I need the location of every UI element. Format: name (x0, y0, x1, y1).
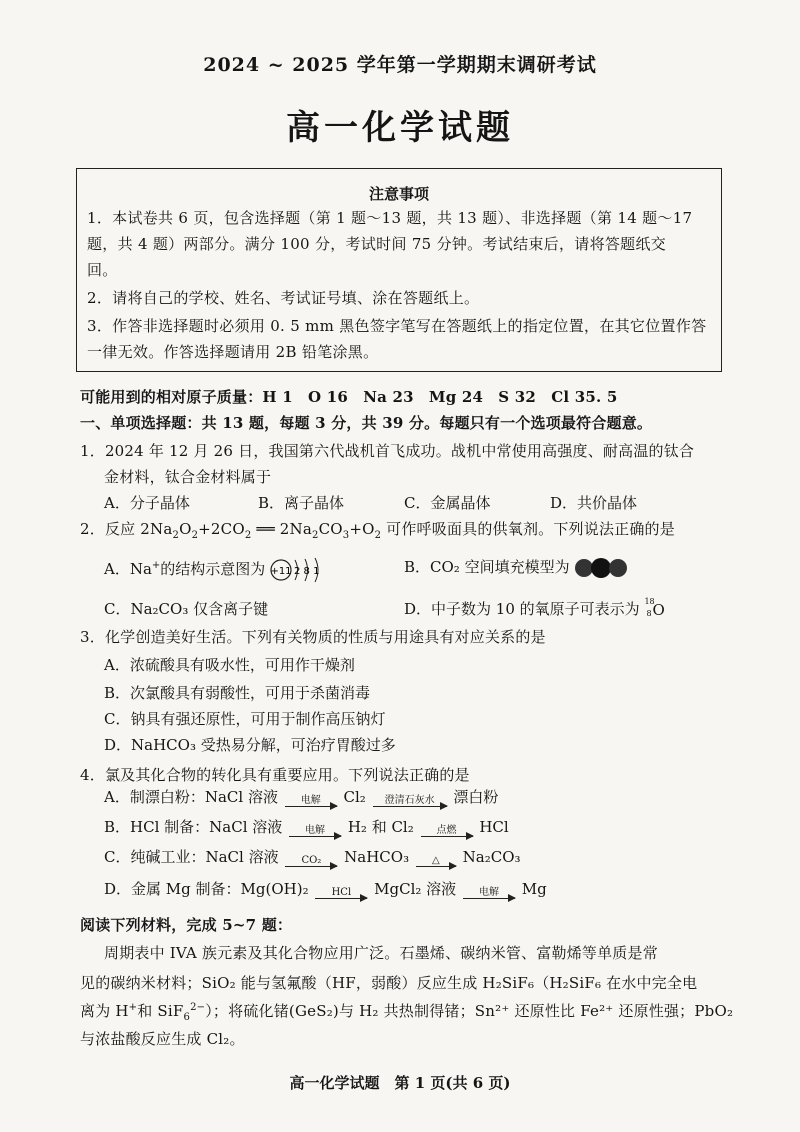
notice-line: 一律无效。作答选择题请用 2B 铅笔涂黑。 (87, 343, 379, 361)
q4-option-a: A．制漂白粉：NaCl 溶液 电解 Cl₂ 澄清石灰水 漂白粉 (104, 788, 499, 806)
notice-line: 回。 (87, 261, 118, 279)
q1-option-c: C．金属晶体 (404, 494, 491, 512)
reaction-arrow: CO₂ (285, 855, 337, 867)
q3-stem: 3．化学创造美好生活。下列有关物质的性质与用途具有对应关系的是 (80, 628, 546, 646)
q2-option-a: A．Na+的结构示意图为 +11 2 8 1 (104, 556, 334, 584)
q4-option-b: B．HCl 制备：NaCl 溶液 电解 H₂ 和 Cl₂ 点燃 HCl (104, 818, 509, 836)
co2-space-filling-model-icon (574, 557, 628, 579)
reaction-arrow: 点燃 (421, 825, 473, 837)
exam-header: 2024 ~ 2025 学年第一学期期末调研考试 (203, 54, 597, 76)
q3-option-d: D．NaHCO₃ 受热易分解，可治疗胃酸过多 (104, 736, 396, 754)
reading-paragraph: 离为 H+和 SiF$_6^{2-}$）；将硫化锗(GeS₂)与 H₂ 共热制得锗；Sn²⁺ 还原性比 Fe²⁺ 还原性强；PbO₂ (80, 1002, 734, 1023)
q2-option-d: D．中子数为 10 的氧原子可表示为 18 8 O (404, 597, 665, 619)
notice-line: 2．请将自己的学校、姓名、考试证号填、涂在答题纸上。 (87, 289, 480, 307)
q1-stem-cont: 金材料，钛合金材料属于 (104, 468, 272, 486)
reaction-arrow: HCl (315, 887, 367, 899)
q1-stem: 1．2024 年 12 月 26 日，我国第六代战机首飞成功。战机中常使用高强度、耐高温的钛合 (80, 442, 695, 460)
reading-paragraph: 周期表中 IVA 族元素及其化合物应用广泛。石墨烯、碳纳米管、富勒烯等单质是常 (104, 944, 658, 962)
reading-paragraph: 与浓盐酸反应生成 Cl₂。 (80, 1030, 245, 1048)
q1-option-d: D．共价晶体 (550, 494, 638, 512)
q1-option-b: B．离子晶体 (258, 494, 345, 512)
q4-option-d: D．金属 Mg 制备：Mg(OH)₂ HCl MgCl₂ 溶液 电解 Mg (104, 880, 547, 898)
q4-option-c: C．纯碱工业：NaCl 溶液 CO₂ NaHCO₃ △ Na₂CO₃ (104, 848, 521, 866)
q2-stem: 2．反应 $2Na_2O_2+2CO_2$ ══ $2Na_2CO_3+O_2$ 可作呼吸面具的供氧剂。下列说法正确的是 (80, 520, 675, 541)
exam-title: 高一化学试题 (286, 108, 514, 148)
section-heading: 一、单项选择题：共 13 题，每题 3 分，共 39 分。每题只有一个选项最符合题意。 (80, 414, 653, 432)
notice-title: 注意事项 (368, 185, 429, 203)
q4-stem: 4．氯及其化合物的转化具有重要应用。下列说法正确的是 (80, 766, 470, 784)
page-footer: 高一化学试题 第 1 页(共 6 页) (289, 1074, 511, 1092)
reaction-arrow: 电解 (463, 887, 515, 899)
reaction-arrow: 澄清石灰水 (373, 795, 447, 807)
q2-option-b: B．CO₂ 空间填充模型为 (404, 556, 628, 579)
q2-option-c: C．Na₂CO₃ 仅含离子键 (104, 600, 269, 618)
reading-title: 阅读下列材料，完成 5~7 题： (80, 916, 293, 934)
reaction-arrow: △ (416, 855, 456, 867)
q1-option-a: A．分子晶体 (104, 494, 190, 512)
notice-line: 1．本试卷共 6 页，包含选择题（第 1 题～13 题，共 13 题）、非选择题（第 14 题～17 (87, 209, 693, 227)
sodium-ion-structure-diagram (270, 556, 334, 584)
notice-line: 题，共 4 题）两部分。满分 100 分，考试时间 75 分钟。考试结束后，请将答题纸交 (87, 235, 667, 253)
reaction-arrow: 电解 (285, 795, 337, 807)
notice-line: 3．作答非选择题时必须用 0. 5 mm 黑色签字笔写在答题纸上的指定位置，在其它位置作答 (87, 317, 707, 335)
q3-option-b: B．次氯酸具有弱酸性，可用于杀菌消毒 (104, 684, 371, 702)
q3-option-c: C．钠具有强还原性，可用于制作高压钠灯 (104, 710, 386, 728)
atomic-masses: 可能用到的相对原子质量：H 1 O 16 Na 23 Mg 24 S 32 Cl 35. 5 (80, 388, 618, 406)
oxygen-isotope-symbol: 18 8 O (644, 597, 665, 619)
electron-shells: 2 8 1 (294, 566, 320, 577)
notice-box (76, 168, 722, 372)
q3-option-a: A．浓硫酸具有吸水性，可用作干燥剂 (104, 656, 355, 674)
nuclear-charge: +11 (270, 566, 292, 577)
reading-paragraph: 见的碳纳米材料；SiO₂ 能与氢氟酸（HF，弱酸）反应生成 H₂SiF₆（H₂SiF₆ 在水中完全电 (80, 974, 698, 992)
reaction-arrow: 电解 (289, 825, 341, 837)
